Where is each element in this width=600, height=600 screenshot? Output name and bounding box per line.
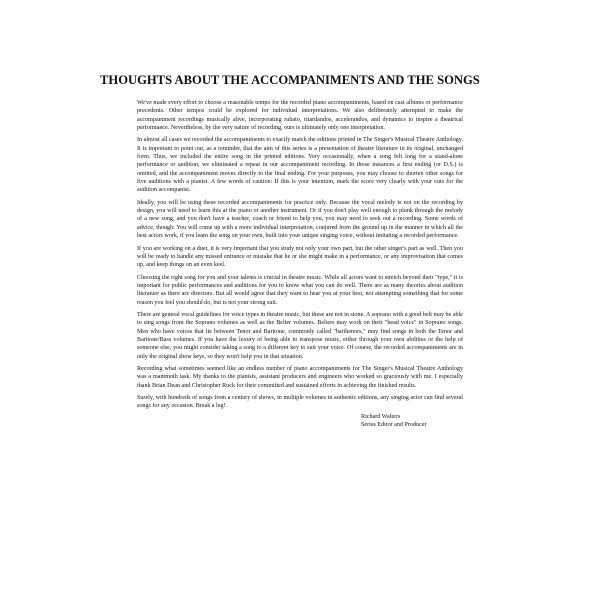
document-body	[137, 99, 463, 430]
paragraph-acknowledgments: Recording what sometimes seemed like an endless number of piano accompaniments for The Singer's Musical Theatre Anthology was a mammoth task. My thanks to the pianists, assistant producers and engineers who worked so graciously with me. I especially thank Brian Dean and Christopher Ruck for their committed and sustained efforts in achieving the finished results.	[137, 365, 463, 389]
signature-block	[361, 413, 463, 430]
page-title: THOUGHTS ABOUT THE ACCOMPANIMENTS AND THE SONGS	[100, 73, 480, 87]
signature-name: Richard Walters	[361, 413, 401, 420]
paragraph-editions: In almost all cases we recorded the accompaniments to exactly match the editions printed in The Singer's Musical Theatre Anthology. It is important to point out, as a reminder, that the aim of this series is a presentation of theatre literature in its original, unchanged form. Thus, we included the entire song in the printed editions. Very occasionally, when a song felt long for a stand-alone performance or audition, we eliminated a repeat in our accompaniment recording. In those instances a first ending (or D.S.) is omitted, and the accompaniment moves directly to the final ending. For your purposes, you may choose to shorten other songs for five auditions with a pianist. A few words of caution: If this is your intention, mark the score very clearly with your cuts for the audition accompanist.	[137, 137, 463, 194]
paragraph-choosing-song: Choosing the right song for you and your talents is crucial in theatre music. While all actors want to stretch beyond their "type," it is important for public performances and auditions for you to know what you can do well. There are as many theories about audition literature as there are directors. But all would agree that they want to hear you at your best, not attempting something that for some reason you feel you should do, but is not your strong suit.	[137, 274, 463, 306]
signature-role: Series Editor and Producer	[361, 422, 427, 429]
paragraph-voice-types: There are general vocal guidelines for voice types in theatre music, but these are not in stone. A soprano with a good belt may be able to sing songs from the Soprano volumes as well as the Belter volumes. Belters may work on their "head voice" in Soprano songs. Men who have voices that lie between Tenor and Baritone, commonly called "barihenors," may find songs in both the Tenor and Baritone/Bass volumes. If you have the luxury of being able to transpose music, either through your own abilities or the help of someone else, you might consider taking a song to a different key to suit your voice. Of course, the recorded accompaniments are in only the original show keys, so they won't help you in that situation.	[137, 311, 463, 360]
paragraph-practice: Ideally, you will be using these recorded accompaniments for practice only. Because the vocal melody is not on the recording by design, you will need to learn this at the piano or another instrument. Or if you don't play well enough to plunk through the melody of a new song, and you don't have a teacher, coach or friend to help you, you may need to seek out a recording. Some words of advice, though: You will come up with a more individual interpretation, conjured from the ground up in the manner in which all the best actors work, if you learn the song on your own, built into your unique singing voice, without imitating a recorded performance.	[137, 199, 463, 240]
paragraph-closing: Surely, with hundreds of songs from a century of shows, in multiple volumes in authentic editions, any singing actor can find several songs for any occasion. Break a leg!	[137, 395, 463, 410]
paragraph-tempo: We've made every effort to choose a reasonable tempo for the recorded piano accompaniments, based on cast albums or performance precedents. Other tempos could be explored for individual interpretations. We also deliberately attempted to make the accompaniment recordings musically alive, incorporating rubato, ritardandos, accelerandos, and dynamics to inspire a theatrical performance. Nevertheless, by the very nature of recording, ours is ultimately only one interpretation.	[137, 100, 463, 132]
paragraph-duet: If you are working on a duet, it is very important that you study not only your own part, but the other singer's part as well. Then you will be ready to handle any missed entrance or mistake that he or she might make in a performance, or any improvisation that comes up, and keep things on an even keel.	[137, 245, 463, 269]
